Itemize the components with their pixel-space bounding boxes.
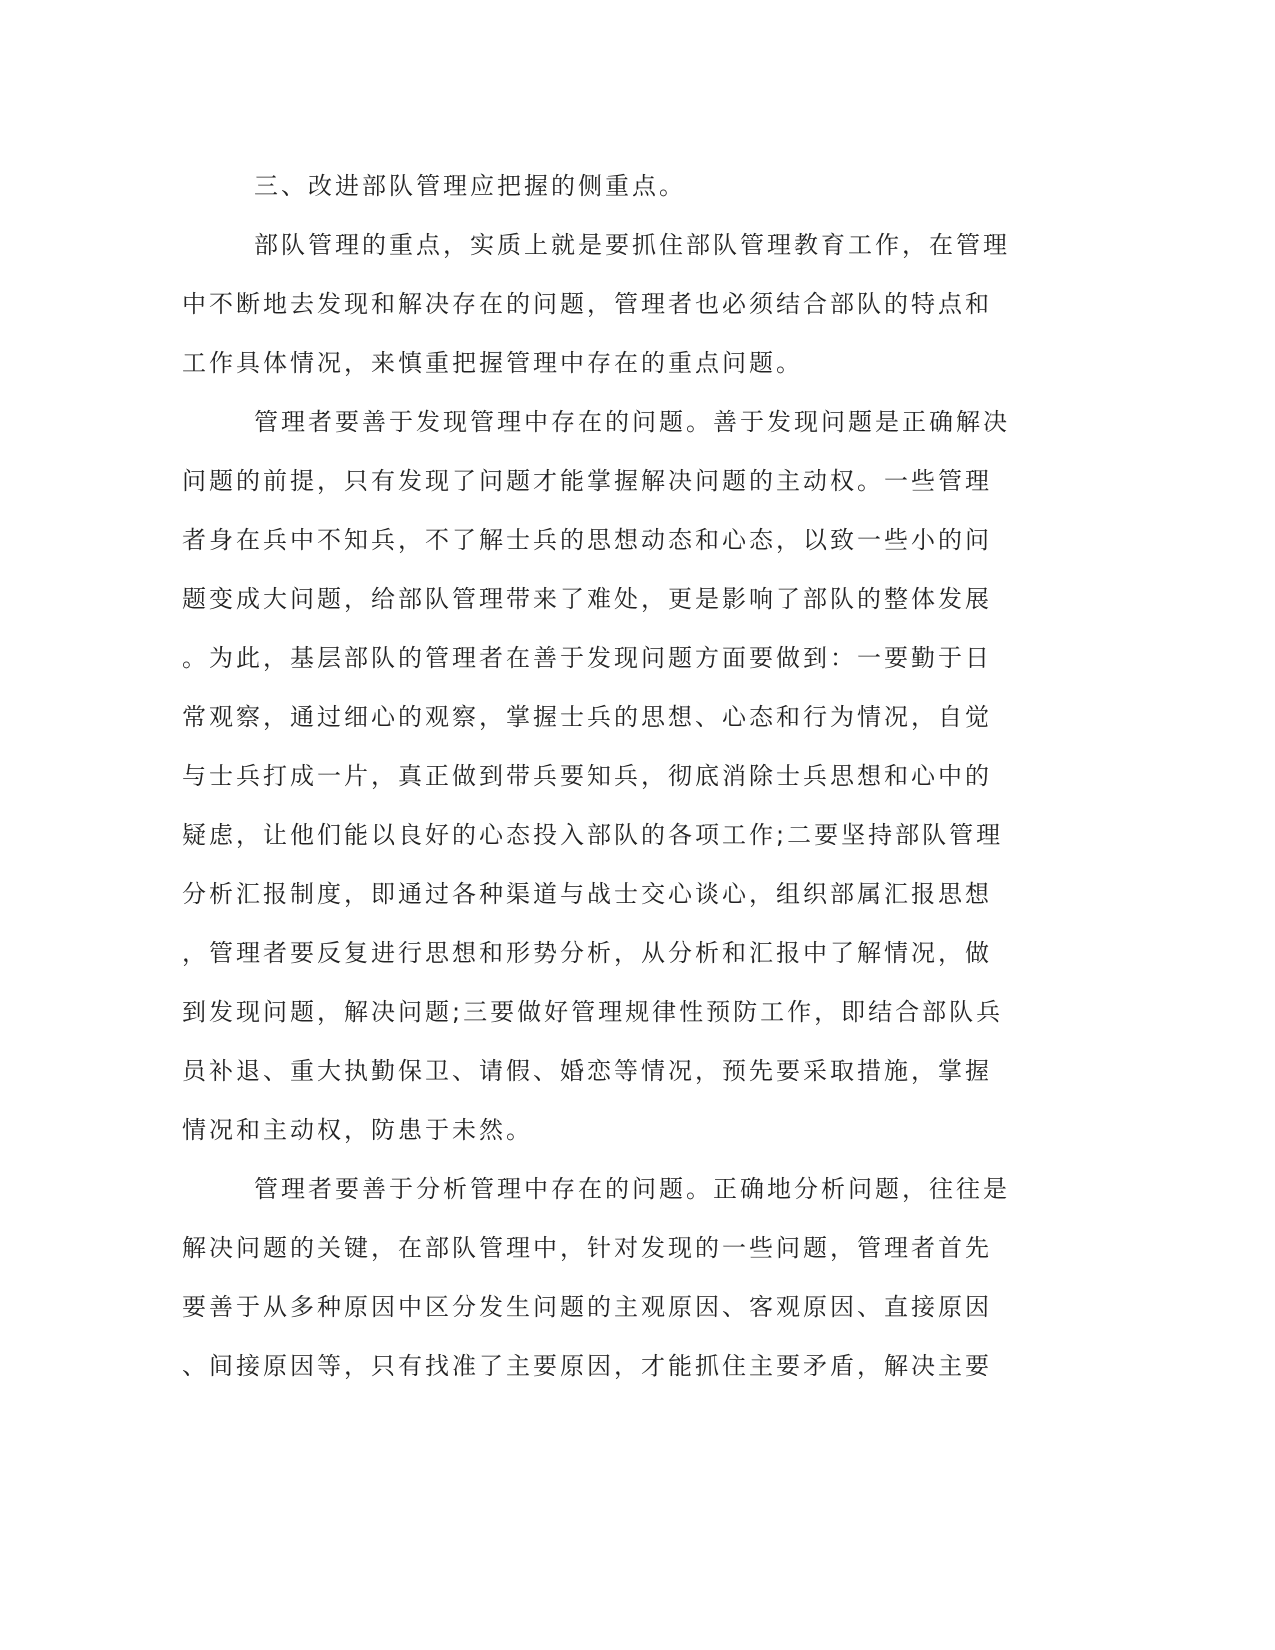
paragraph-line: 管理者要善于发现管理中存在的问题。善于发现问题是正确解决 — [254, 408, 1010, 436]
paragraph-line: 要善于从多种原因中区分发生问题的主观原因、客观原因、直接原因 — [182, 1293, 992, 1321]
paragraph-line: 、间接原因等，只有找准了主要原因，才能抓住主要矛盾，解决主要 — [182, 1352, 992, 1380]
paragraph-line: 到发现问题，解决问题;三要做好管理规律性预防工作，即结合部队兵 — [182, 998, 1004, 1026]
paragraph-line: 。为此，基层部队的管理者在善于发现问题方面要做到：一要勤于日 — [182, 644, 992, 672]
paragraph-line: 部队管理的重点，实质上就是要抓住部队管理教育工作，在管理 — [254, 231, 1010, 259]
paragraph-3 — [182, 1160, 1032, 1396]
document-body — [182, 157, 1032, 1396]
paragraph-line: 题变成大问题，给部队管理带来了难处，更是影响了部队的整体发展 — [182, 585, 992, 613]
paragraph-line: 疑虑，让他们能以良好的心态投入部队的各项工作;二要坚持部队管理 — [182, 821, 1004, 849]
paragraph-line: 员补退、重大执勤保卫、请假、婚恋等情况，预先要采取措施，掌握 — [182, 1057, 992, 1085]
paragraph-2 — [182, 393, 1032, 1160]
paragraph-line: 与士兵打成一片，真正做到带兵要知兵，彻底消除士兵思想和心中的 — [182, 762, 992, 790]
paragraph-line: 管理者要善于分析管理中存在的问题。正确地分析问题，往往是 — [254, 1175, 1010, 1203]
paragraph-line: ，管理者要反复进行思想和形势分析，从分析和汇报中了解情况，做 — [182, 939, 992, 967]
paragraph-line: 中不断地去发现和解决存在的问题，管理者也必须结合部队的特点和 — [182, 290, 992, 318]
paragraph-line: 者身在兵中不知兵，不了解士兵的思想动态和心态，以致一些小的问 — [182, 526, 992, 554]
paragraph-1 — [182, 216, 1032, 393]
paragraph-line: 常观察，通过细心的观察，掌握士兵的思想、心态和行为情况，自觉 — [182, 703, 992, 731]
paragraph-line: 工作具体情况，来慎重把握管理中存在的重点问题。 — [182, 349, 803, 377]
paragraph-line: 解决问题的关键，在部队管理中，针对发现的一些问题，管理者首先 — [182, 1234, 992, 1262]
paragraph-line: 分析汇报制度，即通过各种渠道与战士交心谈心，组织部属汇报思想 — [182, 880, 992, 908]
paragraph-line: 问题的前提，只有发现了问题才能掌握解决问题的主动权。一些管理 — [182, 467, 992, 495]
paragraph-line: 情况和主动权，防患于未然。 — [182, 1116, 533, 1144]
section-heading: 三、改进部队管理应把握的侧重点。 — [254, 172, 686, 200]
